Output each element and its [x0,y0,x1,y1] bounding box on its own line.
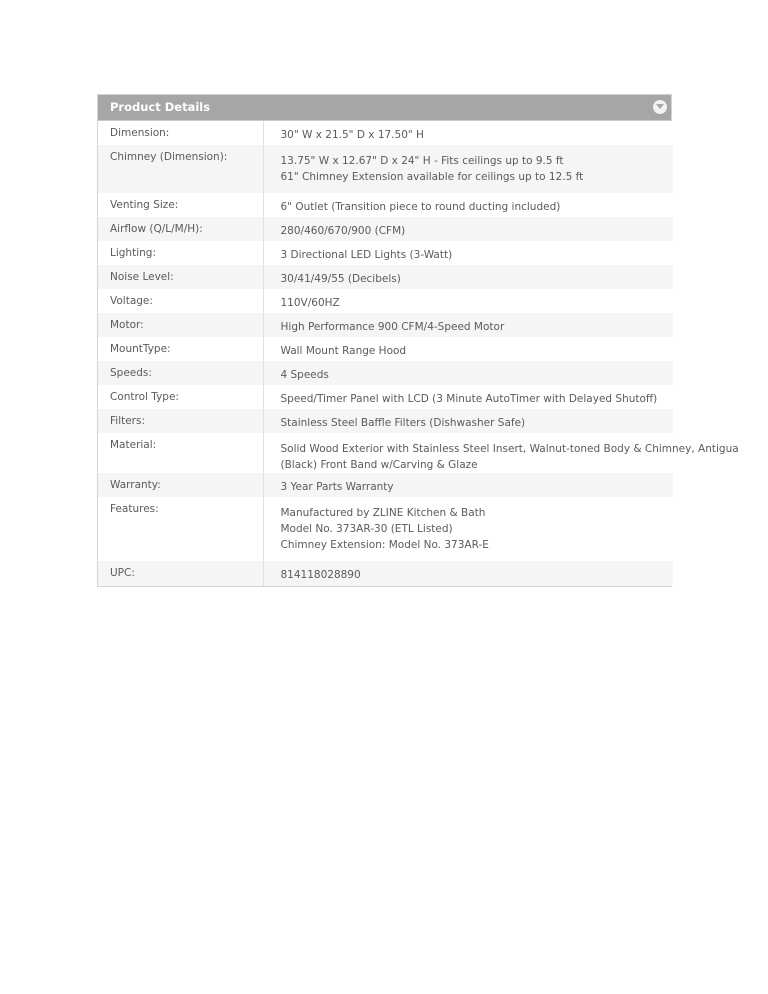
product-details-panel [97,94,739,587]
row-value-line: 3 Directional LED Lights (3-Watt) [280,249,453,261]
table-row [98,241,673,265]
table-row [98,561,673,586]
table-row [98,145,673,193]
row-label: Material: [98,433,263,473]
row-value [263,289,673,313]
row-value-line: Wall Mount Range Hood [280,345,407,357]
table-row [98,361,673,385]
row-value [263,337,673,361]
row-value-line: Model No. 373AR-30 (ETL Listed) [280,523,453,535]
table-row [98,337,673,361]
table-row [98,265,673,289]
table-row [98,193,673,217]
details-table-body [98,121,739,586]
row-label: Airflow (Q/L/M/H): [98,217,263,241]
table-row [98,289,673,313]
row-value [263,385,673,409]
row-label: Control Type: [98,385,263,409]
row-value-line: 4 Speeds [280,369,329,381]
row-label: Features: [98,497,263,561]
product-details-table [98,121,739,586]
row-label: Motor: [98,313,263,337]
row-value [263,313,673,337]
row-value [263,497,673,561]
row-label: Noise Level: [98,265,263,289]
row-value [263,561,673,586]
row-value-line: 61" Chimney Extension available for ceilings up to 12.5 ft [280,171,584,183]
row-value [263,265,673,289]
row-value [263,361,673,385]
row-value-line: 280/460/670/900 (CFM) [280,225,406,237]
row-value-line: Chimney Extension: Model No. 373AR-E [280,539,489,551]
row-value-line: 13.75" W x 12.67" D x 24" H - Fits ceilings up to 9.5 ft [280,155,564,167]
table-row [98,497,673,561]
row-label: Warranty: [98,473,263,497]
row-value [263,217,673,241]
chevron-down-circle-icon[interactable] [653,100,667,114]
row-label: Speeds: [98,361,263,385]
table-row [98,433,673,473]
row-label: Voltage: [98,289,263,313]
row-value-line: 6" Outlet (Transition piece to round ducting included) [280,201,561,213]
row-value-line: 3 Year Parts Warranty [280,481,394,493]
table-row [98,121,673,145]
row-label: MountType: [98,337,263,361]
row-value-line: High Performance 900 CFM/4-Speed Motor [280,321,505,333]
row-label: UPC: [98,561,263,586]
row-label: Chimney (Dimension): [98,145,263,193]
table-row [98,473,673,497]
row-value-line: Manufactured by ZLINE Kitchen & Bath [280,507,486,519]
row-value-line: 814118028890 [280,569,361,581]
row-value-line: Speed/Timer Panel with LCD (3 Minute AutoTimer with Delayed Shutoff) [280,393,658,405]
row-value [263,433,739,473]
row-value [263,193,673,217]
row-label: Filters: [98,409,263,433]
table-row [98,217,673,241]
panel-title: Product Details [110,100,211,114]
row-label: Venting Size: [98,193,263,217]
row-value [263,145,673,193]
row-value [263,121,673,145]
row-label: Lighting: [98,241,263,265]
row-value-line: 110V/60HZ [280,297,340,309]
row-value [263,409,673,433]
panel-header[interactable] [98,95,671,121]
table-row [98,385,673,409]
table-row [98,313,673,337]
row-value-line: Stainless Steel Baffle Filters (Dishwasher Safe) [280,417,526,429]
table-row [98,409,673,433]
row-value [263,473,673,497]
row-value-line: Solid Wood Exterior with Stainless Steel Insert, Walnut-toned Body & Chimney, Antigua [280,443,739,455]
row-label: Dimension: [98,121,263,145]
row-value-line: 30" W x 21.5" D x 17.50" H [280,129,424,141]
row-value-line: (Black) Front Band w/Carving & Glaze [280,459,478,471]
row-value [263,241,673,265]
chevron-down-icon [656,104,664,110]
row-value-line: 30/41/49/55 (Decibels) [280,273,401,285]
